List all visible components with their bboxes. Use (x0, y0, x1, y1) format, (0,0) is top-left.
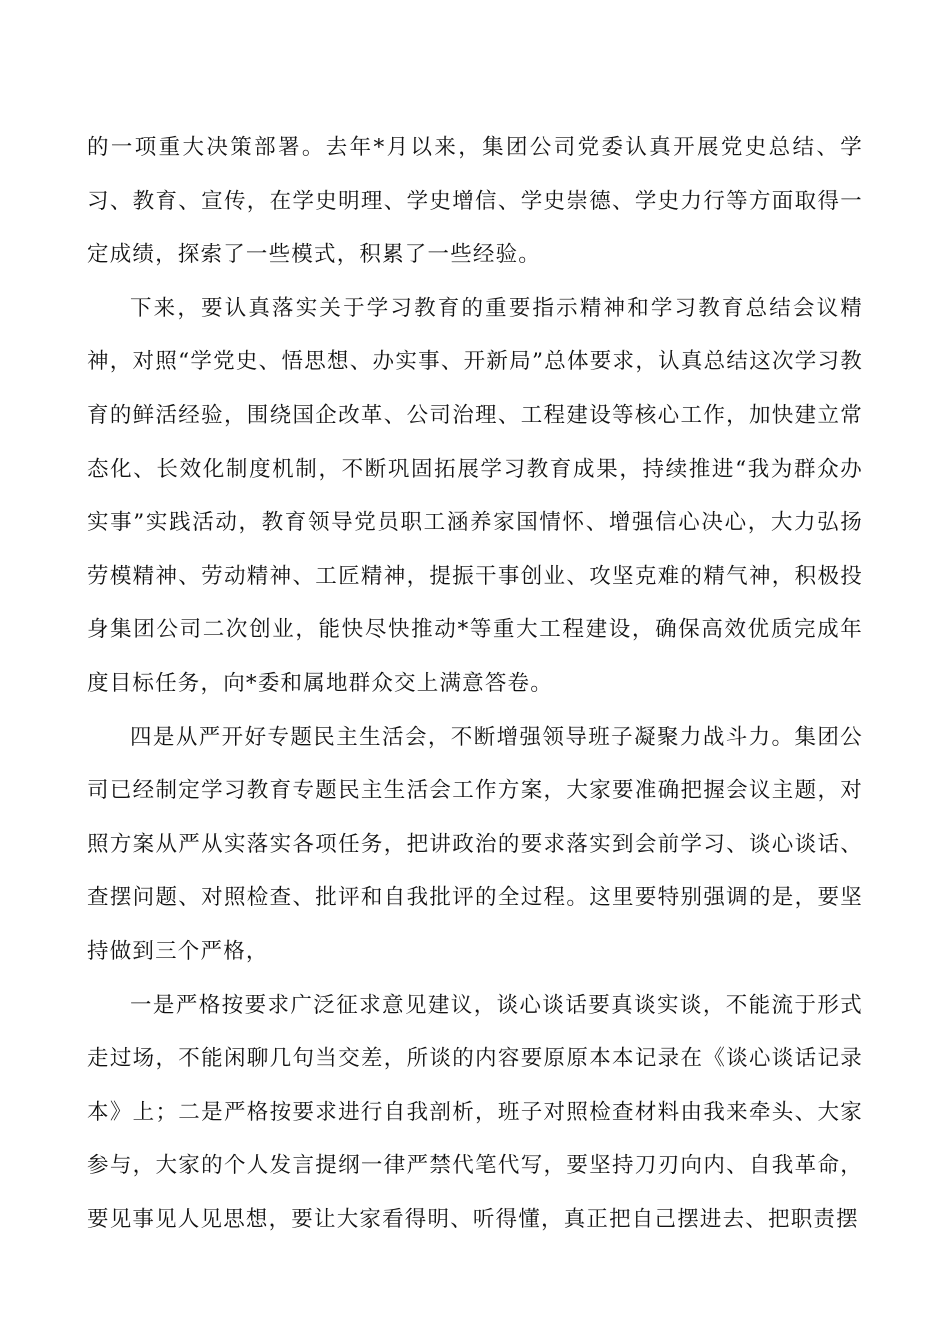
paragraph: 的一项重大决策部署。去年*月以来，集团公司党委认真开展党史总结、学习、教育、宣传，在学史明理、学史增信、学史崇德、学史力行等方面取得一定成绩，探索了一些模式，积累了一些经验。 (87, 135, 863, 268)
paragraph: 一是严格按要求广泛征求意见建议，谈心谈话要真谈实谈，不能流于形式走过场，不能闲聊几句当交差，所谈的内容要原原本本记录在《谈心谈话记录本》上；二是严格按要求进行自我剖析，班子对照检查材料由我来牵头、大家参与，大家的个人发言提纲一律严禁代笔代写，要坚持刀刃向内、自我革命，要见事见人见思想，要让大家看得明、听得懂，真正把自己摆进去、把职责摆 (87, 992, 863, 1232)
paragraph: 四是从严开好专题民主生活会，不断增强领导班子凝聚力战斗力。集团公司已经制定学习教育专题民主生活会工作方案，大家要准确把握会议主题，对照方案从严从实落实各项任务，把讲政治的要求落实到会前学习、谈心谈话、查摆问题、对照检查、批评和自我批评的全过程。这里要特别强调的是，要坚持做到三个严格， (87, 724, 863, 964)
paragraph: 下来，要认真落实关于学习教育的重要指示精神和学习教育总结会议精神，对照“学党史、悟思想、办实事、开新局”总体要求，认真总结这次学习教育的鲜活经验，围绕国企改革、公司治理、工程建设等核心工作，加快建立常态化、长效化制度机制，不断巩固拓展学习教育成果，持续推进“我为群众办实事”实践活动，教育领导党员职工涵养家国情怀、增强信心决心，大力弘扬劳模精神、劳动精神、工匠精神，提振干事创业、攻坚克难的精气神，积极投身集团公司二次创业，能快尽快推动*等重大工程建设，确保高效优质完成年度目标任务，向*委和属地群众交上满意答卷。 (87, 295, 863, 696)
document-body (87, 121, 863, 1246)
